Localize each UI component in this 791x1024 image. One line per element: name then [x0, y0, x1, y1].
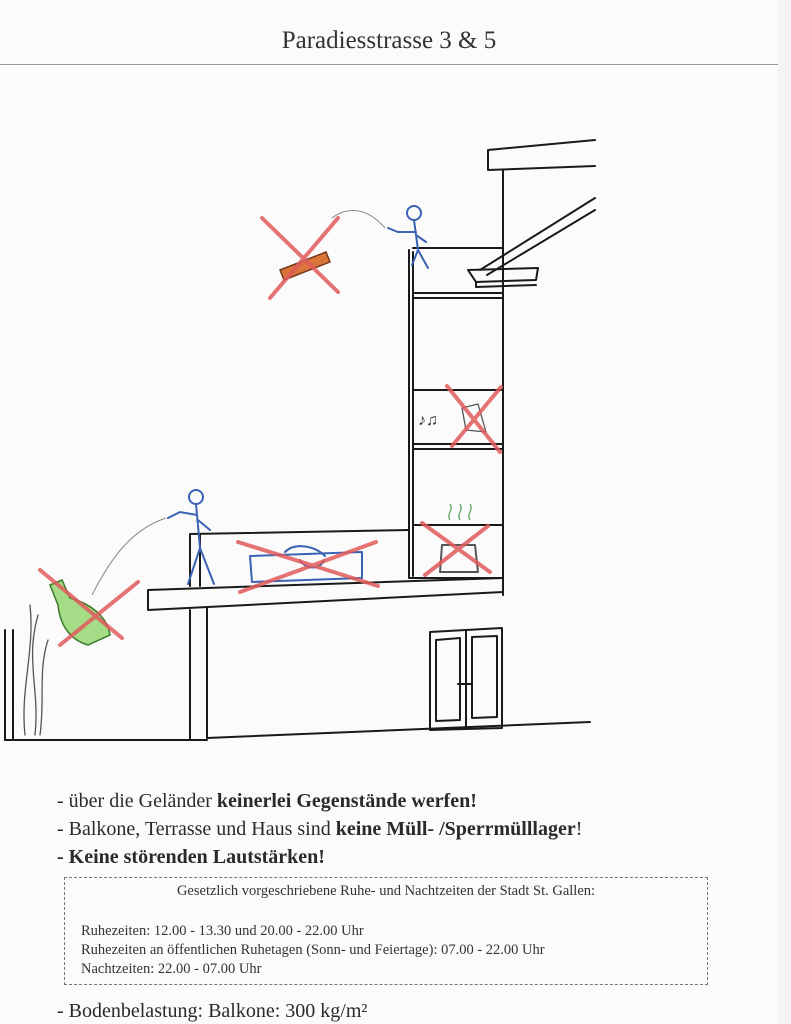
quiet-hours-line: Ruhezeiten: 12.00 - 13.30 und 20.00 - 22.00 Uhr [81, 923, 364, 939]
building-illustration [0, 130, 640, 760]
rule-text: - Balkone, Terrasse und Haus sind [57, 818, 336, 840]
svg-text:♪♫: ♪♫ [418, 412, 438, 429]
title-divider [0, 64, 778, 65]
house-rules [57, 787, 582, 871]
quiet-hours-line: Ruhezeiten an öffentlichen Ruhetagen (Sonn- und Feiertage): 07.00 - 22.00 Uhr [81, 942, 545, 958]
quiet-hours-line: Nachtzeiten: 22.00 - 07.00 Uhr [81, 961, 262, 977]
rule-text: ! [575, 818, 583, 840]
rule-text: - über die Geländer [57, 790, 217, 812]
quiet-hours-list [81, 922, 545, 979]
page-title: Paradiesstrasse 3 & 5 [281, 27, 497, 54]
rule-no-noise [57, 843, 582, 871]
rule-emphasis: keinerlei Gegenstände werfen! [216, 790, 477, 812]
rule-emphasis: - Keine störenden Lautstärken! [57, 846, 325, 868]
rule-emphasis: keine Müll- /Sperrmülllager [335, 818, 576, 840]
quiet-hours-heading: Gesetzlich vorgeschriebene Ruhe- und Nachtzeiten der Stadt St. Gallen: [176, 883, 596, 899]
quiet-hours-box [64, 877, 708, 985]
floor-load-note: - Bodenbelastung: Balkone: 300 kg/m² [57, 1000, 368, 1022]
rule-no-throwing [57, 787, 582, 815]
rule-no-garbage [57, 815, 582, 843]
